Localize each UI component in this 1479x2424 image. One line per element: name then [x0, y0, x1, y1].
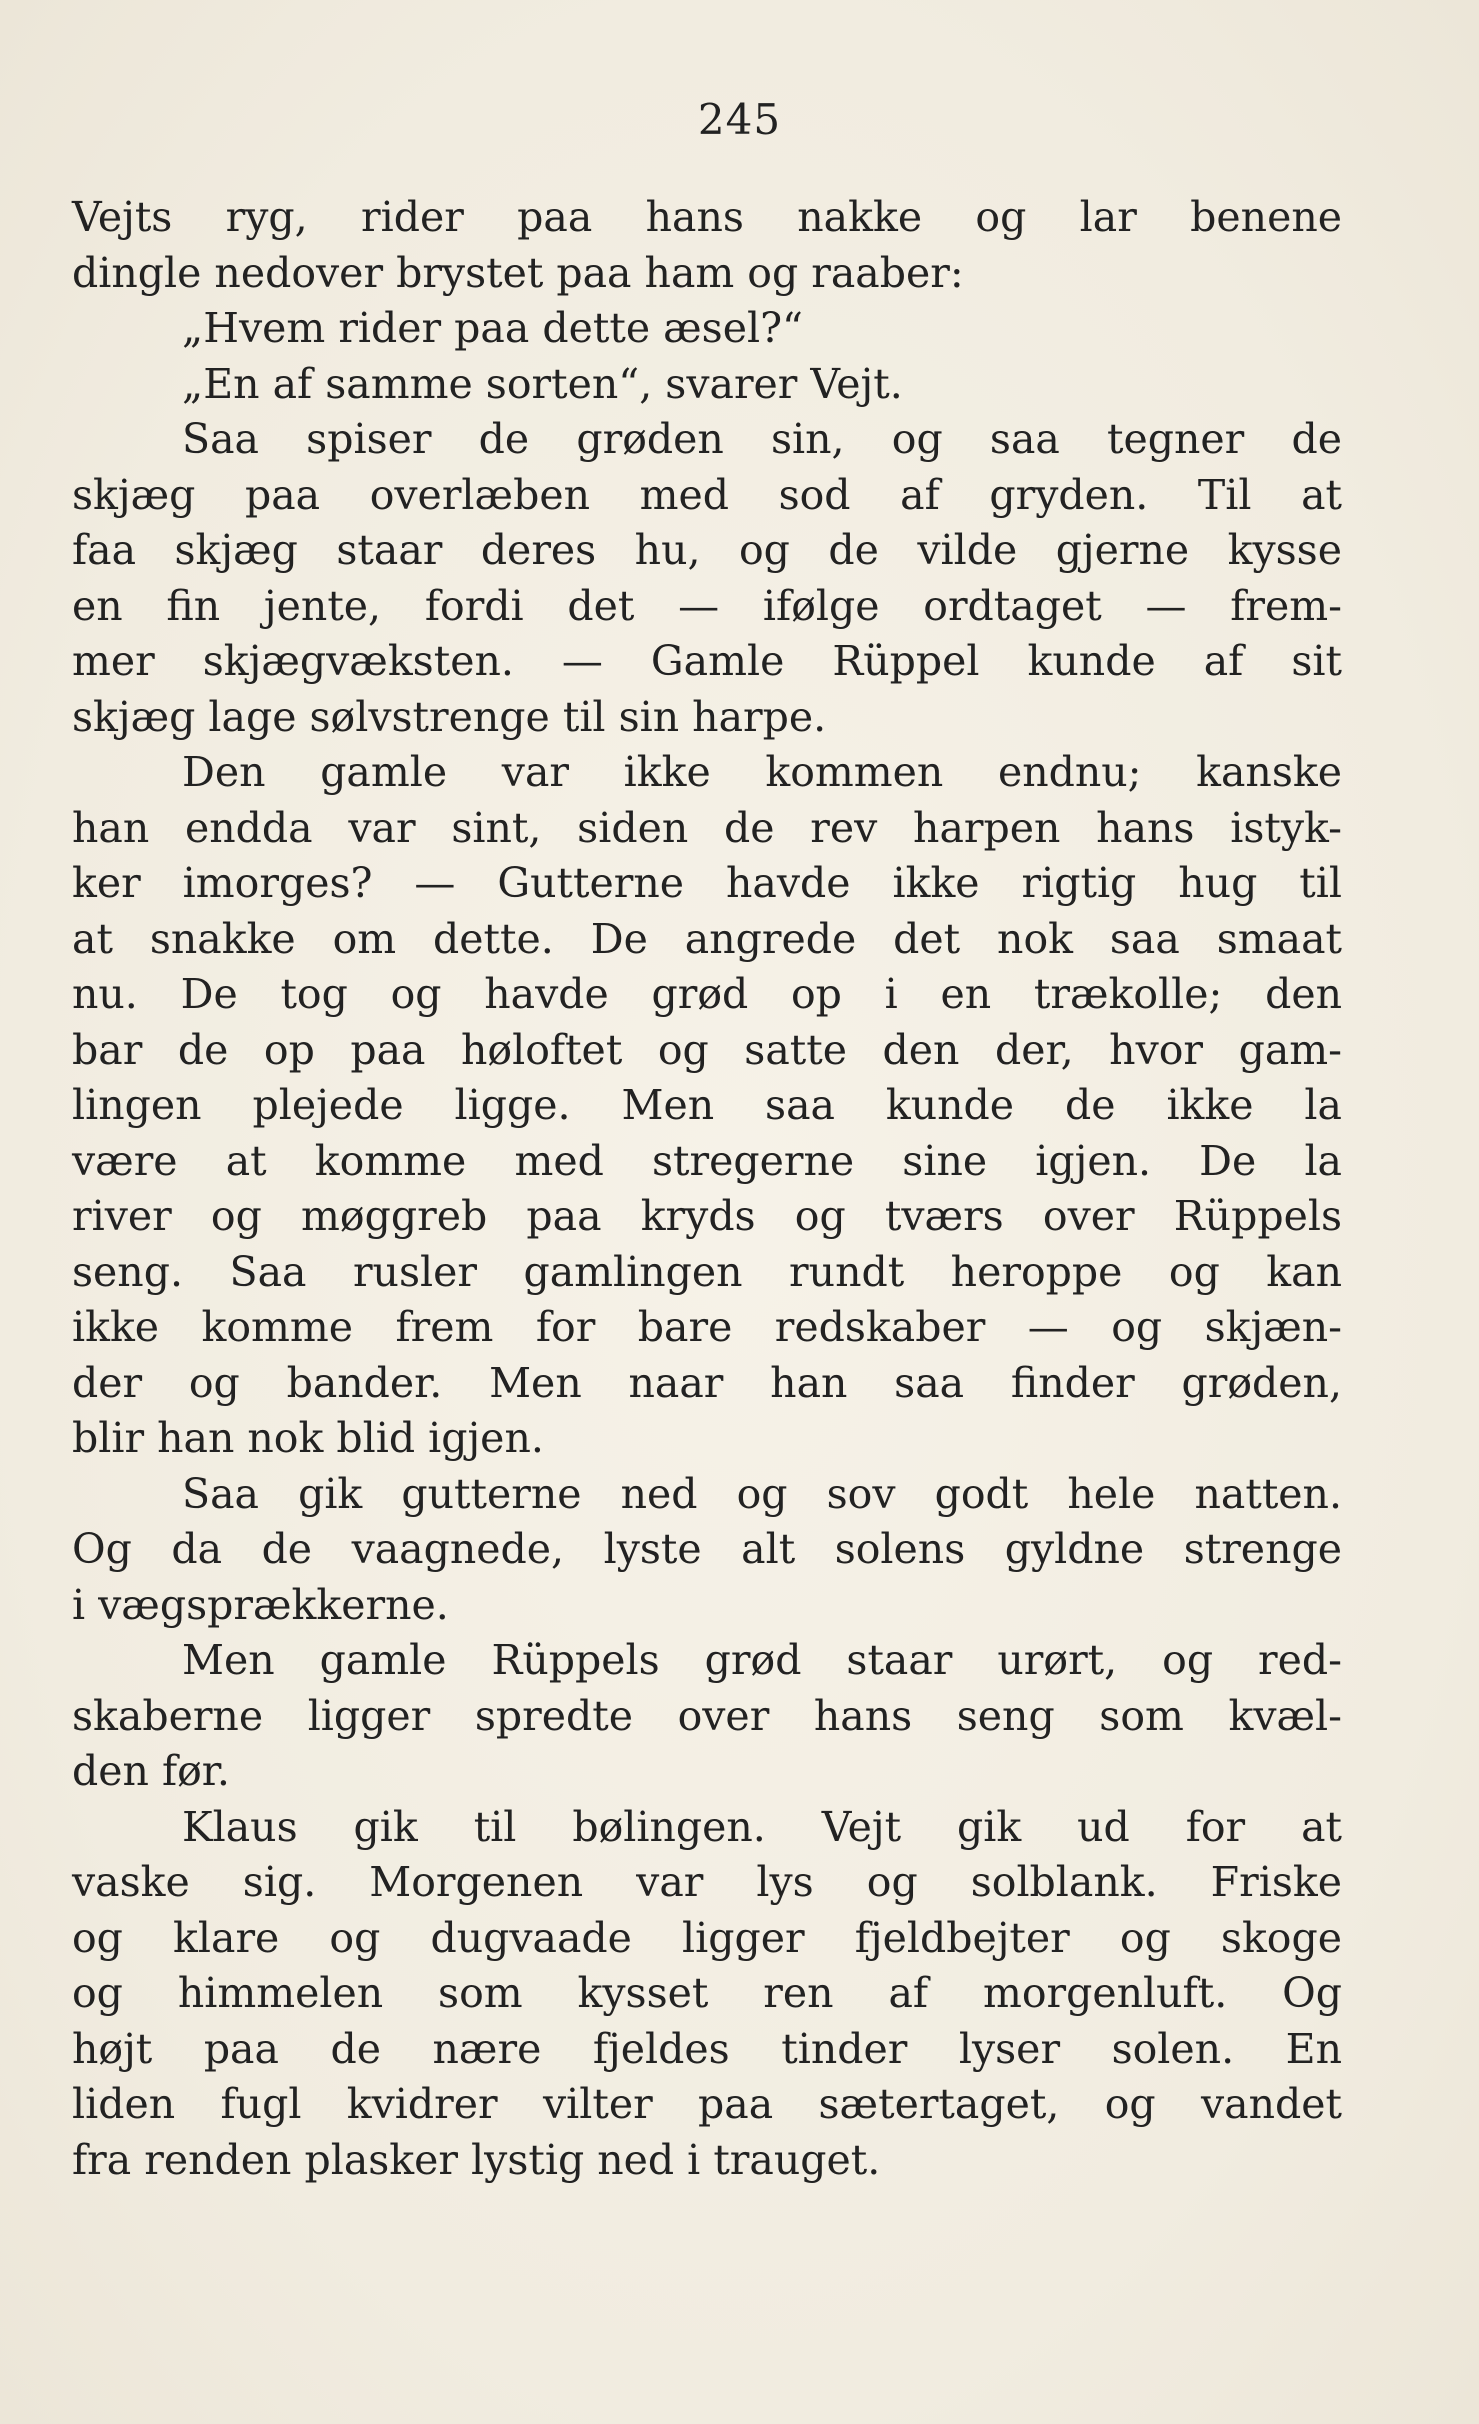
- text-line: der og bander. Men naar han saa finder grøden,: [72, 1358, 1342, 1407]
- text-line: skjæg lage sølvstrenge til sin harpe.: [72, 692, 827, 741]
- text-line: ikke komme frem for bare redskaber — og skjæn-: [72, 1303, 1342, 1351]
- text-line: blir han nok blid igjen.: [72, 1414, 544, 1462]
- text-line: skjæg paa overlæben med sod af gryden. Til at: [72, 470, 1342, 519]
- text-line: højt paa de nære fjeldes tinder lyser solen. En: [72, 2024, 1342, 2073]
- text-line: Saa spiser de grøden sin, og saa tegner de: [182, 415, 1342, 463]
- text-line: og himmelen som kysset ren af morgenluft. Og: [72, 1969, 1342, 2017]
- body-text: [72, 190, 1342, 2188]
- text-line: Klaus gik til bølingen. Vejt gik ud for at: [182, 1802, 1342, 1851]
- text-line: og klare og dugvaade ligger fjeldbejter og skoge: [72, 1913, 1342, 1962]
- text-line: seng. Saa rusler gamlingen rundt heroppe og kan: [72, 1247, 1342, 1296]
- text-line: Saa gik gutterne ned og sov godt hele natten.: [182, 1469, 1342, 1518]
- text-line: skaberne ligger spredte over hans seng som kvæl-: [72, 1691, 1342, 1740]
- page-number: 245: [697, 95, 782, 144]
- text-line: nu. De tog og havde grød op i en trækolle; den: [72, 970, 1342, 1018]
- text-line: dingle nedover brystet paa ham og raaber:: [72, 248, 964, 297]
- text-line: bar de op paa høloftet og satte den der, hvor gam-: [72, 1025, 1342, 1074]
- text-line: fra renden plasker lystig ned i trauget.: [72, 2135, 881, 2184]
- text-line: en fin jente, fordi det — ifølge ordtaget — frem-: [72, 581, 1342, 630]
- text-line: være at komme med stregerne sine igjen. De la: [72, 1136, 1342, 1185]
- text-line: lingen plejede ligge. Men saa kunde de ikke la: [72, 1081, 1342, 1129]
- text-line: „Hvem rider paa dette æsel?“: [182, 304, 804, 352]
- text-line: at snakke om dette. De angrede det nok saa smaat: [72, 914, 1342, 963]
- text-line: Vejts ryg, rider paa hans nakke og lar benene: [72, 193, 1342, 241]
- text-line: ker imorges? — Gutterne havde ikke rigtig hug til: [72, 859, 1342, 907]
- text-line: Men gamle Rüppels grød staar urørt, og red-: [182, 1636, 1342, 1684]
- text-line: Og da de vaagnede, lyste alt solens gyldne strenge: [72, 1525, 1342, 1573]
- text-line: Den gamle var ikke kommen endnu; kanske: [182, 748, 1342, 796]
- text-line: „En af samme sorten“, svarer Vejt.: [182, 359, 903, 408]
- text-line: den før.: [72, 1747, 230, 1795]
- text-line: faa skjæg staar deres hu, og de vilde gjerne kysse: [72, 526, 1342, 574]
- text-line: i vægsprækkerne.: [72, 1580, 449, 1629]
- text-line: liden fugl kvidrer vilter paa sætertaget, og vandet: [72, 2080, 1342, 2128]
- text-line: mer skjægvæksten. — Gamle Rüppel kunde af sit: [72, 637, 1342, 685]
- text-line: river og møggreb paa kryds og tværs over Rüppels: [72, 1192, 1342, 1240]
- text-line: han endda var sint, siden de rev harpen hans istyk-: [72, 803, 1342, 852]
- text-line: vaske sig. Morgenen var lys og solblank. Friske: [72, 1858, 1342, 1906]
